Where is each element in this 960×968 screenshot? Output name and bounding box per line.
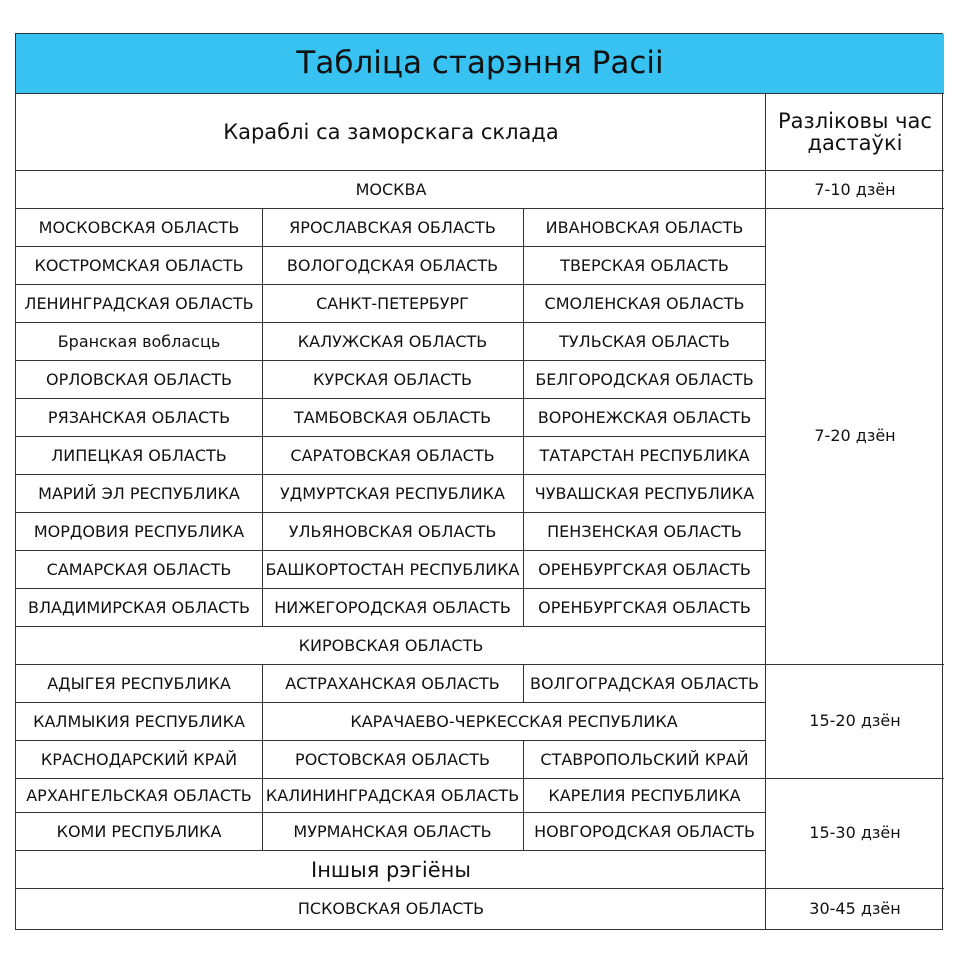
region-cell: БЕЛГОРОДСКАЯ ОБЛАСТЬ xyxy=(535,369,754,389)
region-cell: РЯЗАНСКАЯ ОБЛАСТЬ xyxy=(47,407,231,427)
region-cell: СМОЛЕНСКАЯ ОБЛАСТЬ xyxy=(544,293,745,313)
region-cell: ПЕНЗЕНСКАЯ ОБЛАСТЬ xyxy=(547,521,742,541)
region-cell: ЯРОСЛАВСКАЯ ОБЛАСТЬ xyxy=(289,217,496,237)
delivery-time-pskov: 30-45 дзён xyxy=(809,898,901,918)
region-cell: ВОЛОГОДСКАЯ ОБЛАСТЬ xyxy=(286,255,499,275)
region-cell: ВЛАДИМИРСКАЯ ОБЛАСТЬ xyxy=(28,597,250,617)
region-cell: КАЛМЫКИЯ РЕСПУБЛИКА xyxy=(33,711,245,731)
region-cell: КРАСНОДАРСКИЙ КРАЙ xyxy=(40,749,238,769)
region-cell: ОРЕНБУРГСКАЯ ОБЛАСТЬ xyxy=(538,597,751,617)
region-cell: ТУЛЬСКАЯ ОБЛАСТЬ xyxy=(559,331,730,351)
region-cell: САМАРСКАЯ ОБЛАСТЬ xyxy=(46,559,232,579)
region-cell: МУРМАНСКАЯ ОБЛАСТЬ xyxy=(293,821,492,841)
region-cell: УДМУРТСКАЯ РЕСПУБЛИКА xyxy=(280,483,505,503)
header-origin: Караблі са заморскага склада xyxy=(223,119,559,144)
region-cell: Бранская вобласць xyxy=(57,331,221,351)
column-divider xyxy=(262,779,263,851)
region-other: Іншыя рэгіёны xyxy=(311,857,471,882)
table-title: Табліца старэння Расіі xyxy=(16,34,944,94)
delivery-time-moscow: 7-10 дзён xyxy=(814,179,896,199)
column-divider xyxy=(765,94,766,929)
delivery-time-table xyxy=(15,33,943,930)
region-cell: КАЛУЖСКАЯ ОБЛАСТЬ xyxy=(297,331,488,351)
column-divider xyxy=(523,779,524,851)
column-divider xyxy=(262,741,263,779)
region-cell: ТАМБОВСКАЯ ОБЛАСТЬ xyxy=(293,407,492,427)
region-cell: НИЖЕГОРОДСКАЯ ОБЛАСТЬ xyxy=(274,597,511,617)
header-delivery-time: Разліковы час дастаўкі xyxy=(778,108,932,155)
region-cell: КОМИ РЕСПУБЛИКА xyxy=(56,821,222,841)
region-cell: ЛЕНИНГРАДСКАЯ ОБЛАСТЬ xyxy=(24,293,254,313)
region-cell: ВОЛГОГРАДСКАЯ ОБЛАСТЬ xyxy=(530,673,759,693)
region-cell: ОРЕНБУРГСКАЯ ОБЛАСТЬ xyxy=(538,559,751,579)
region-cell: МОРДОВИЯ РЕСПУБЛИКА xyxy=(33,521,245,541)
region-cell: САНКТ-ПЕТЕРБУРГ xyxy=(316,293,469,313)
region-cell: КАЛИНИНГРАДСКАЯ ОБЛАСТЬ xyxy=(265,785,520,805)
region-pskov: ПСКОВСКАЯ ОБЛАСТЬ xyxy=(297,898,485,918)
column-divider xyxy=(523,741,524,779)
region-cell: ИВАНОВСКАЯ ОБЛАСТЬ xyxy=(545,217,744,237)
region-cell: ОРЛОВСКАЯ ОБЛАСТЬ xyxy=(46,369,232,389)
region-cell: ВОРОНЕЖСКАЯ ОБЛАСТЬ xyxy=(537,407,752,427)
column-divider xyxy=(262,703,263,741)
column-divider xyxy=(262,209,263,627)
region-cell: МАРИЙ ЭЛ РЕСПУБЛИКА xyxy=(38,483,240,503)
region-cell: САРАТОВСКАЯ ОБЛАСТЬ xyxy=(290,445,495,465)
delivery-time-group3: 15-30 дзён xyxy=(809,823,901,843)
region-cell: НОВГОРОДСКАЯ ОБЛАСТЬ xyxy=(534,821,755,841)
region-cell: УЛЬЯНОВСКАЯ ОБЛАСТЬ xyxy=(288,521,497,541)
region-cell: ТАТАРСТАН РЕСПУБЛИКА xyxy=(539,445,750,465)
region-cell: ЧУВАШСКАЯ РЕСПУБЛИКА xyxy=(534,483,755,503)
region-cell: АРХАНГЕЛЬСКАЯ ОБЛАСТЬ xyxy=(26,785,252,805)
column-divider xyxy=(262,665,263,703)
region-cell: ТВЕРСКАЯ ОБЛАСТЬ xyxy=(560,255,729,275)
region-cell: КАРАЧАЕВО-ЧЕРКЕССКАЯ РЕСПУБЛИКА xyxy=(350,711,678,731)
region-cell: МОСКОВСКАЯ ОБЛАСТЬ xyxy=(38,217,240,237)
delivery-time-group2: 15-20 дзён xyxy=(809,711,901,731)
region-moscow: МОСКВА xyxy=(355,179,427,199)
region-cell: КУРСКАЯ ОБЛАСТЬ xyxy=(313,369,472,389)
column-divider xyxy=(523,665,524,703)
region-cell: КАРЕЛИЯ РЕСПУБЛИКА xyxy=(548,785,741,805)
region-cell: АСТРАХАНСКАЯ ОБЛАСТЬ xyxy=(285,673,500,693)
region-cell: БАШКОРТОСТАН РЕСПУБЛИКА xyxy=(265,559,520,579)
delivery-time-group1: 7-20 дзён xyxy=(814,426,896,446)
column-divider xyxy=(523,209,524,627)
region-cell: ЛИПЕЦКАЯ ОБЛАСТЬ xyxy=(51,445,227,465)
region-kirov: КИРОВСКАЯ ОБЛАСТЬ xyxy=(298,635,484,655)
region-cell: АДЫГЕЯ РЕСПУБЛИКА xyxy=(47,673,231,693)
region-cell: КОСТРОМСКАЯ ОБЛАСТЬ xyxy=(34,255,244,275)
region-cell: СТАВРОПОЛЬСКИЙ КРАЙ xyxy=(540,749,749,769)
region-cell: РОСТОВСКАЯ ОБЛАСТЬ xyxy=(295,749,490,769)
